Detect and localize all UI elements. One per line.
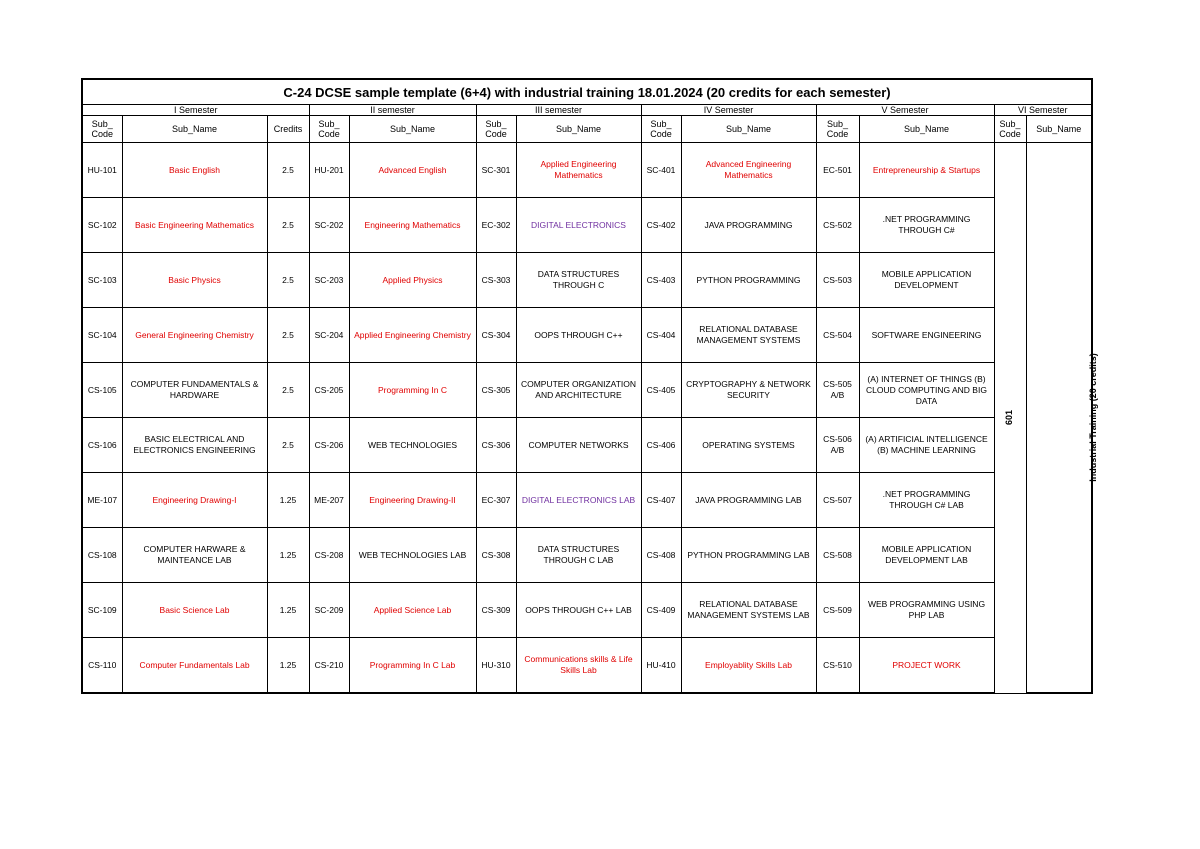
subject-code: CS-303	[476, 253, 516, 308]
table-row	[82, 308, 1092, 363]
vi-semester-code	[994, 143, 1026, 694]
subject-name: Programming In C Lab	[349, 638, 476, 694]
subject-name: MOBILE APPLICATION DEVELOPMENT LAB	[859, 528, 994, 583]
subject-code: EC-307	[476, 473, 516, 528]
subject-name: Basic Physics	[122, 253, 267, 308]
subject-name: Basic Engineering Mathematics	[122, 198, 267, 253]
subject-code: HU-410	[641, 638, 681, 694]
credits-value: 2.5	[267, 418, 309, 473]
subject-name: COMPUTER FUNDAMENTALS & HARDWARE	[122, 363, 267, 418]
subject-name: CRYPTOGRAPHY & NETWORK SECURITY	[681, 363, 816, 418]
subject-code: HU-310	[476, 638, 516, 694]
subject-name: .NET PROGRAMMING THROUGH C#	[859, 198, 994, 253]
col-header-name: Sub_Name	[349, 116, 476, 143]
subject-name: WEB TECHNOLOGIES LAB	[349, 528, 476, 583]
subject-name: OPERATING SYSTEMS	[681, 418, 816, 473]
col-header-code: Sub_ Code	[476, 116, 516, 143]
subject-code: CS-402	[641, 198, 681, 253]
subject-code: SC-203	[309, 253, 349, 308]
semester-header-6: VI Semester	[994, 105, 1092, 116]
subject-name: RELATIONAL DATABASE MANAGEMENT SYSTEMS	[681, 308, 816, 363]
col-header-code: Sub_ Code	[994, 116, 1026, 143]
subject-name: Programming In C	[349, 363, 476, 418]
subject-code: CS-106	[82, 418, 122, 473]
subject-code: SC-103	[82, 253, 122, 308]
col-header-name: Sub_Name	[859, 116, 994, 143]
subject-name: Applied Engineering Chemistry	[349, 308, 476, 363]
subject-code: CS-409	[641, 583, 681, 638]
subject-code: CS-406	[641, 418, 681, 473]
table-row	[82, 363, 1092, 418]
subject-code: CS-205	[309, 363, 349, 418]
subject-name: Engineering Drawing-I	[122, 473, 267, 528]
subject-code: CS-306	[476, 418, 516, 473]
subject-code: CS-503	[816, 253, 859, 308]
subject-code: CS-305	[476, 363, 516, 418]
credits-value: 2.5	[267, 363, 309, 418]
subject-code: CS-404	[641, 308, 681, 363]
subject-name: Advanced English	[349, 143, 476, 198]
subject-name: Basic Science Lab	[122, 583, 267, 638]
industrial-training-text: Industrial Training (20 credits)	[1087, 353, 1098, 482]
subject-name: OOPS THROUGH C++	[516, 308, 641, 363]
subject-name: (A) ARTIFICIAL INTELLIGENCE (B) MACHINE LEARNING	[859, 418, 994, 473]
subject-code: CS-208	[309, 528, 349, 583]
subject-name: Engineering Mathematics	[349, 198, 476, 253]
table-row	[82, 143, 1092, 198]
subject-name: PROJECT WORK	[859, 638, 994, 694]
subject-name: DATA STRUCTURES THROUGH C	[516, 253, 641, 308]
subject-name: Advanced Engineering Mathematics	[681, 143, 816, 198]
semester-header-1: I Semester	[82, 105, 309, 116]
subject-name: OOPS THROUGH C++ LAB	[516, 583, 641, 638]
semester-header-3: III semester	[476, 105, 641, 116]
table-row	[82, 198, 1092, 253]
subject-code: SC-204	[309, 308, 349, 363]
subject-code: CS-308	[476, 528, 516, 583]
subject-name: PYTHON PROGRAMMING LAB	[681, 528, 816, 583]
credits-value: 1.25	[267, 638, 309, 694]
vi-semester-code-text: 601	[1004, 410, 1015, 426]
subject-name: JAVA PROGRAMMING	[681, 198, 816, 253]
subject-name: Applied Engineering Mathematics	[516, 143, 641, 198]
subject-name: Employablity Skills Lab	[681, 638, 816, 694]
col-header-code: Sub_ Code	[309, 116, 349, 143]
subject-code: EC-501	[816, 143, 859, 198]
subject-name: Communications skills & Life Skills Lab	[516, 638, 641, 694]
subject-name: Entrepreneurship & Startups	[859, 143, 994, 198]
subject-name: Engineering Drawing-II	[349, 473, 476, 528]
subject-code: ME-107	[82, 473, 122, 528]
subject-name: WEB TECHNOLOGIES	[349, 418, 476, 473]
subject-code: CS-206	[309, 418, 349, 473]
subject-code: SC-104	[82, 308, 122, 363]
subject-code: CS-504	[816, 308, 859, 363]
subject-code: SC-102	[82, 198, 122, 253]
subject-name: Basic English	[122, 143, 267, 198]
col-header-code: Sub_ Code	[816, 116, 859, 143]
subject-name: Computer Fundamentals Lab	[122, 638, 267, 694]
table-row	[82, 638, 1092, 694]
subject-name: WEB PROGRAMMING USING PHP LAB	[859, 583, 994, 638]
subject-code: CS-407	[641, 473, 681, 528]
table-row	[82, 253, 1092, 308]
col-header-name: Sub_Name	[681, 116, 816, 143]
subject-code: CS-502	[816, 198, 859, 253]
subject-name: (A) INTERNET OF THINGS (B) CLOUD COMPUTING AND BIG DATA	[859, 363, 994, 418]
subject-code: CS-108	[82, 528, 122, 583]
credits-value: 2.5	[267, 308, 309, 363]
semester-header-5: V Semester	[816, 105, 994, 116]
subject-code: CS-110	[82, 638, 122, 694]
col-header-name: Sub_Name	[516, 116, 641, 143]
col-header-name: Sub_Name	[122, 116, 267, 143]
subject-code: SC-202	[309, 198, 349, 253]
subject-name: DIGITAL ELECTRONICS	[516, 198, 641, 253]
col-header-credits: Credits	[267, 116, 309, 143]
subject-name: MOBILE APPLICATION DEVELOPMENT	[859, 253, 994, 308]
subject-name: Applied Physics	[349, 253, 476, 308]
table-row	[82, 583, 1092, 638]
curriculum-document	[81, 78, 1098, 694]
curriculum-table	[81, 78, 1098, 694]
subject-name: JAVA PROGRAMMING LAB	[681, 473, 816, 528]
subject-name: DIGITAL ELECTRONICS LAB	[516, 473, 641, 528]
subject-code: EC-302	[476, 198, 516, 253]
subject-name: DATA STRUCTURES THROUGH C LAB	[516, 528, 641, 583]
subject-code: HU-201	[309, 143, 349, 198]
subject-name: BASIC ELECTRICAL AND ELECTRONICS ENGINEERING	[122, 418, 267, 473]
table-title: C-24 DCSE sample template (6+4) with industrial training 18.01.2024 (20 credits for each semester)	[82, 79, 1092, 105]
table-row	[82, 418, 1092, 473]
table-row	[82, 473, 1092, 528]
credits-value: 2.5	[267, 198, 309, 253]
subject-code: CS-105	[82, 363, 122, 418]
subject-name: .NET PROGRAMMING THROUGH C# LAB	[859, 473, 994, 528]
subject-name: PYTHON PROGRAMMING	[681, 253, 816, 308]
subject-name: COMPUTER ORGANIZATION AND ARCHITECTURE	[516, 363, 641, 418]
subject-code: CS-403	[641, 253, 681, 308]
credits-value: 2.5	[267, 253, 309, 308]
semester-header-2: II semester	[309, 105, 476, 116]
subject-code: CS-510	[816, 638, 859, 694]
credits-value: 1.25	[267, 473, 309, 528]
subject-name: COMPUTER NETWORKS	[516, 418, 641, 473]
credits-value: 1.25	[267, 583, 309, 638]
credits-value: 1.25	[267, 528, 309, 583]
subject-code: CS-210	[309, 638, 349, 694]
subject-code: ME-207	[309, 473, 349, 528]
subject-code: SC-301	[476, 143, 516, 198]
subject-name: RELATIONAL DATABASE MANAGEMENT SYSTEMS LAB	[681, 583, 816, 638]
table-row	[82, 528, 1092, 583]
subject-name: General Engineering Chemistry	[122, 308, 267, 363]
subject-code: CS-509	[816, 583, 859, 638]
subject-code: CS-505 A/B	[816, 363, 859, 418]
subject-code: SC-109	[82, 583, 122, 638]
col-header-code: Sub_ Code	[641, 116, 681, 143]
subject-code: CS-408	[641, 528, 681, 583]
subject-code: CS-304	[476, 308, 516, 363]
semester-header-4: IV Semester	[641, 105, 816, 116]
subject-code: SC-401	[641, 143, 681, 198]
subject-code: CS-507	[816, 473, 859, 528]
vi-semester-name	[1026, 143, 1098, 694]
subject-code: CS-405	[641, 363, 681, 418]
subject-code: CS-309	[476, 583, 516, 638]
subject-name: COMPUTER HARWARE & MAINTEANCE LAB	[122, 528, 267, 583]
subject-code: CS-508	[816, 528, 859, 583]
credits-value: 2.5	[267, 143, 309, 198]
subject-code: CS-506 A/B	[816, 418, 859, 473]
col-header-name: Sub_Name	[1026, 116, 1092, 143]
subject-name: Applied Science Lab	[349, 583, 476, 638]
subject-name: SOFTWARE ENGINEERING	[859, 308, 994, 363]
subject-code: HU-101	[82, 143, 122, 198]
subject-code: SC-209	[309, 583, 349, 638]
col-header-code: Sub_ Code	[82, 116, 122, 143]
